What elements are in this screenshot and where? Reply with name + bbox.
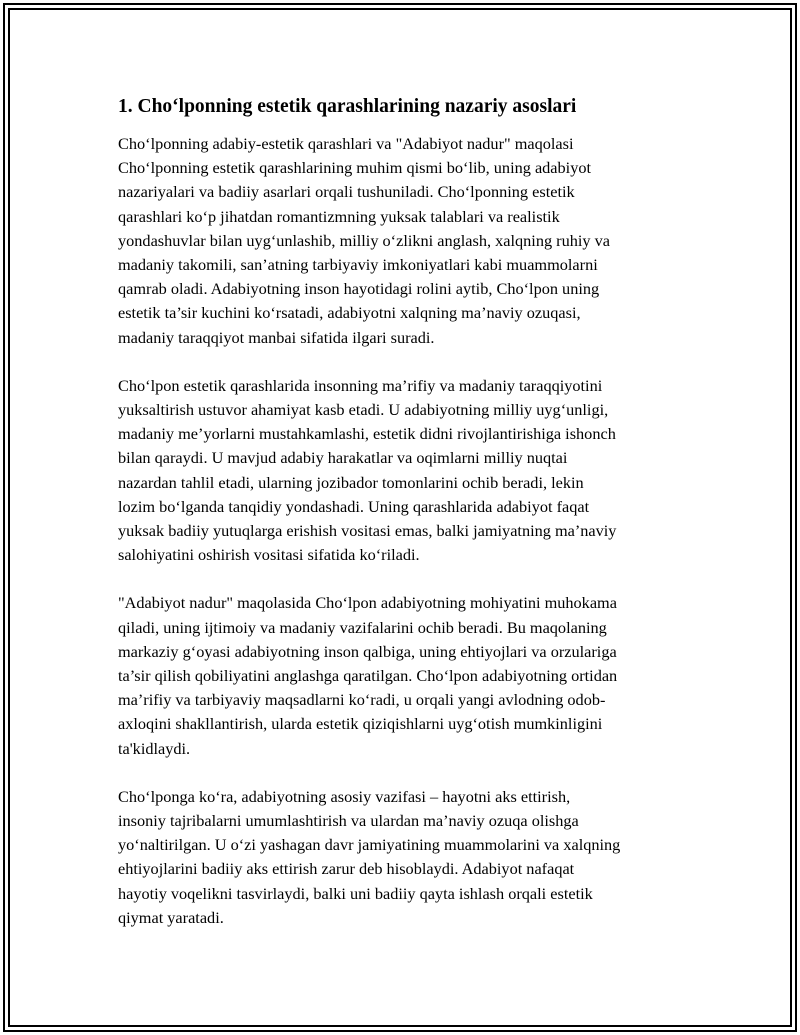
text-line: salohiyatini oshirish vositasi sifatida koʻriladi. [118, 545, 420, 565]
text-line: ta’sir qilish qobiliyatini anglashga qaratilgan. Choʻlpon adabiyotning ortidan [118, 666, 618, 686]
paragraph-1 [118, 132, 688, 350]
text-line: qiymat yaratadi. [118, 907, 224, 927]
text-line: nazardan tahlil etadi, ularning jozibador tomonlarini ochib beradi, lekin [118, 472, 584, 492]
text-line: Choʻlpon estetik qarashlarida insonning ma’rifiy va madaniy taraqqiyotini [118, 375, 603, 395]
text-line: madaniy taraqqiyot manbai sifatida ilgari suradi. [118, 327, 435, 347]
text-line: ma’rifiy va tarbiyaviy maqsadlarni koʻradi, u orqali yangi avlodning odob- [118, 690, 606, 710]
text-line: yuksak badiiy yutuqlarga erishish vositasi emas, balki jamiyatning ma’naviy [118, 521, 617, 541]
text-line: "Adabiyot nadur" maqolasida Choʻlpon adabiyotning mohiyatini muhokama [118, 593, 617, 613]
text-line: nazariyalari va badiiy asarlari orqali tushuniladi. Choʻlponning estetik [118, 182, 575, 202]
text-line: Choʻlponning estetik qarashlarining muhim qismi boʻlib, uning adabiyot [118, 158, 592, 178]
text-line: insoniy tajribalarni umumlashtirish va ulardan ma’naviy ozuqa olishga [118, 811, 579, 831]
text-line: qamrab oladi. Adabiyotning inson hayotidagi rolini aytib, Choʻlpon uning [118, 279, 600, 299]
text-line: yuksaltirish ustuvor ahamiyat kasb etadi. U adabiyotning milliy uygʻunligi, [118, 400, 609, 420]
text-line: Choʻlponning adabiy-estetik qarashlari va "Adabiyot nadur" maqolasi [118, 134, 574, 153]
paragraph-2 [118, 374, 688, 568]
text-line: Choʻlponga koʻra, adabiyotning asosiy vazifasi – hayotni aks ettirish, [118, 786, 571, 806]
text-line: qarashlari koʻp jihatdan romantizmning yuksak talablari va realistik [118, 206, 560, 226]
text-line: madaniy takomili, san’atning tarbiyaviy imkoniyatlari kabi muammolarni [118, 255, 598, 275]
text-line: axloqini shakllantirish, ularda estetik qiziqishlarni uygʻotish mumkinligini [118, 714, 603, 734]
text-line: bilan qaraydi. U mavjud adabiy harakatlar va oqimlarni milliy nuqtai [118, 448, 568, 468]
text-line: yondashuvlar bilan uygʻunlashib, milliy oʻzlikni anglash, xalqning ruhiy va [118, 230, 610, 250]
text-line: markaziy gʻoyasi adabiyotning inson qalbiga, uning ehtiyojlari va orzulariga [118, 641, 617, 661]
text-line: madaniy me’yorlarni mustahkamlashi, estetik didni rivojlantirishiga ishonch [118, 424, 616, 444]
text-line: lozim boʻlganda tanqidiy yondashadi. Uning qarashlarida adabiyot faqat [118, 496, 590, 516]
text-line: hayotiy voqelikni tasvirlaydi, balki uni badiiy qayta ishlash orqali estetik [118, 883, 593, 903]
text-line: qiladi, uning ijtimoiy va madaniy vazifalarini ochib beradi. Bu maqolaning [118, 617, 607, 637]
paragraph-3 [118, 591, 688, 760]
paragraph-4 [118, 785, 688, 930]
text-line: ehtiyojlarini badiiy aks ettirish zarur deb hisoblaydi. Adabiyot nafaqat [118, 859, 575, 879]
text-line: yoʻnaltirilgan. U oʻzi yashagan davr jamiyatining muammolarini va xalqning [118, 835, 621, 855]
section-heading: 1. Choʻlponning estetik qarashlarining nazariy asoslari [118, 96, 577, 117]
text-line: ta'kidlaydi. [118, 738, 191, 758]
text-line: estetik ta’sir kuchini koʻrsatadi, adabiyotni xalqning ma’naviy ozuqasi, [118, 303, 581, 323]
document-body [118, 94, 688, 954]
